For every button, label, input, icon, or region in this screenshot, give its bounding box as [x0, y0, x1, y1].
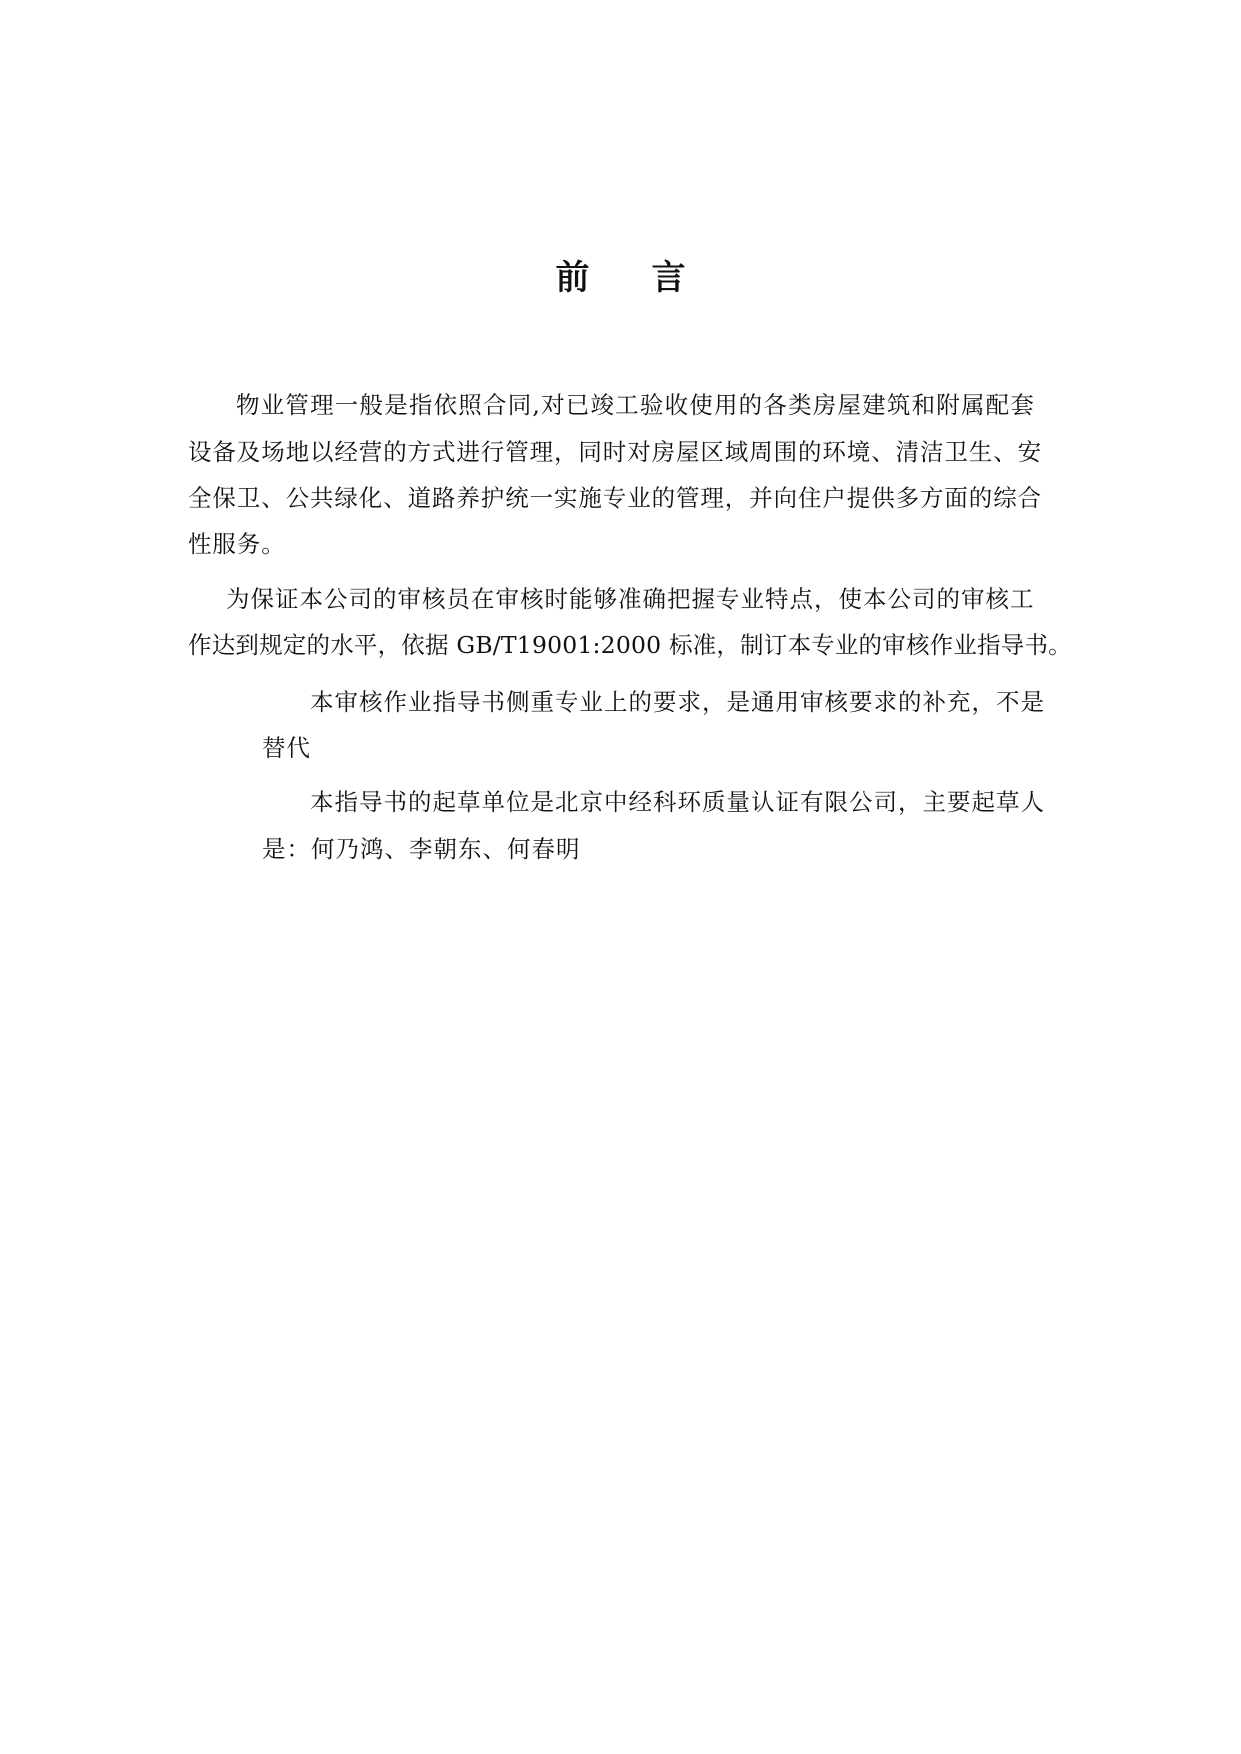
paragraph-1-line-3: 全保卫、公共绿化、道路养护统一实施专业的管理，并向住户提供多方面的综合: [188, 484, 1042, 512]
paragraph-3-line-1: 本审核作业指导书侧重专业上的要求，是通用审核要求的补充，不是: [310, 688, 1045, 716]
paragraph-2-line-1: 为保证本公司的审核员在审核时能够准确把握专业特点，使本公司的审核工: [226, 585, 1035, 613]
paragraph-1-line-4: 性服务。: [188, 530, 286, 558]
paragraph-3-line-2: 替代: [262, 734, 311, 762]
paragraph-1-line-2: 设备及场地以经营的方式进行管理，同时对房屋区域周围的环境、清洁卫生、安: [188, 438, 1042, 466]
paragraph-4-line-1: 本指导书的起草单位是北京中经科环质量认证有限公司，主要起草人: [310, 788, 1045, 816]
paragraph-1-line-1: 物业管理一般是指依照合同,对已竣工验收使用的各类房屋建筑和附属配套: [236, 391, 1036, 419]
title-char-1: 前: [555, 258, 590, 298]
page-title: [0, 254, 1241, 302]
paragraph-2-line-2: 作达到规定的水平，依据 GB/T19001:2000 标准，制订本专业的审核作业指导书。: [188, 631, 1072, 659]
paragraph-4-line-2: 是：何乃鸿、李朝东、何春明: [262, 835, 581, 863]
title-char-2: 言: [651, 258, 686, 298]
